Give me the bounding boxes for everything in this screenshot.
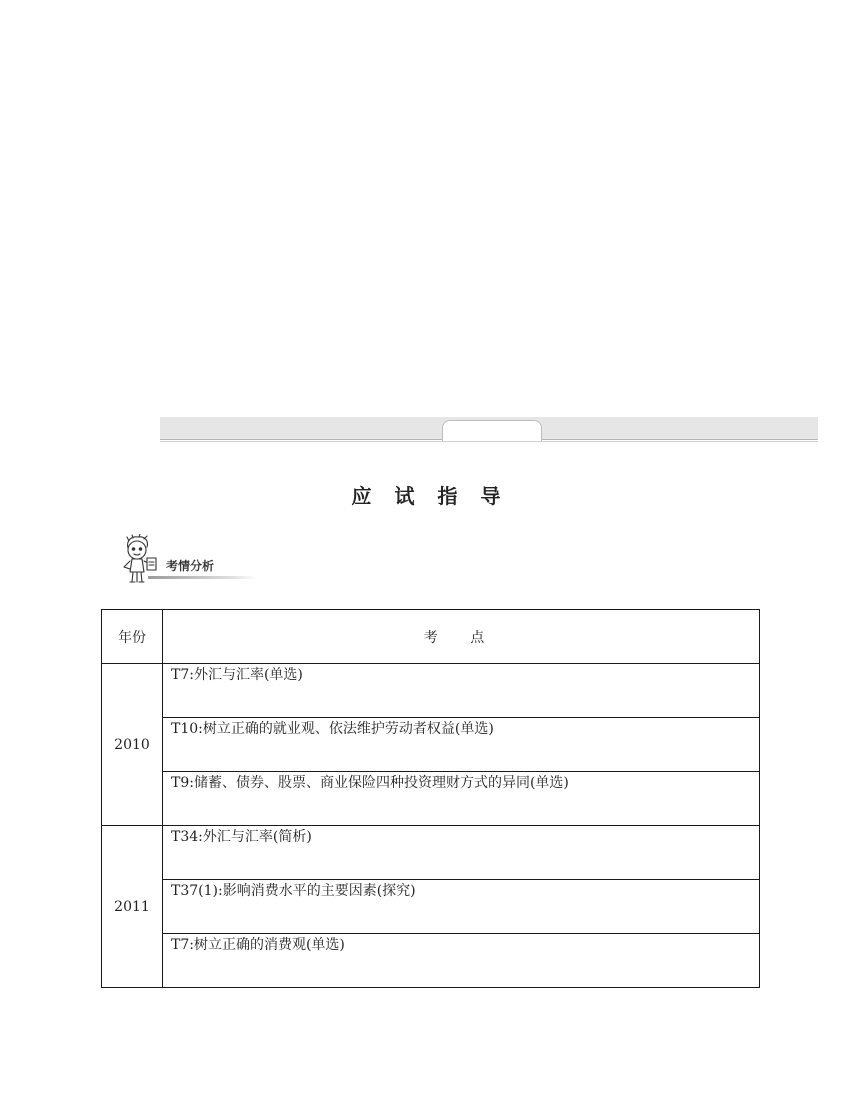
exam-analysis-table (101, 609, 760, 988)
table-row (102, 664, 760, 718)
table-row (102, 826, 760, 880)
year-cell: 2010 (102, 664, 163, 826)
page-title: 应 试 指 导 (351, 484, 509, 508)
point-cell: T9:储蓄、债券、股票、商业保险四种投资理财方式的异同(单选) (163, 772, 760, 826)
point-cell: T7:树立正确的消费观(单选) (163, 934, 760, 988)
point-cell: T37(1):影响消费水平的主要因素(探究) (163, 880, 760, 934)
header-year: 年份 (102, 610, 163, 664)
point-cell: T10:树立正确的就业观、依法维护劳动者权益(单选) (163, 718, 760, 772)
section-badge (118, 534, 268, 586)
point-cell: T34:外汇与汇率(简析) (163, 826, 760, 880)
section-underline (148, 576, 256, 579)
table-row (102, 772, 760, 826)
header-point: 考 点 (163, 610, 760, 664)
header-divider (160, 441, 818, 442)
section-label: 考情分析 (166, 559, 215, 573)
header-tab (442, 420, 542, 441)
table-row (102, 934, 760, 988)
table-row (102, 718, 760, 772)
year-cell: 2011 (102, 826, 163, 988)
table-header-row (102, 610, 760, 664)
table-row (102, 880, 760, 934)
point-cell: T7:外汇与汇率(单选) (163, 664, 760, 718)
